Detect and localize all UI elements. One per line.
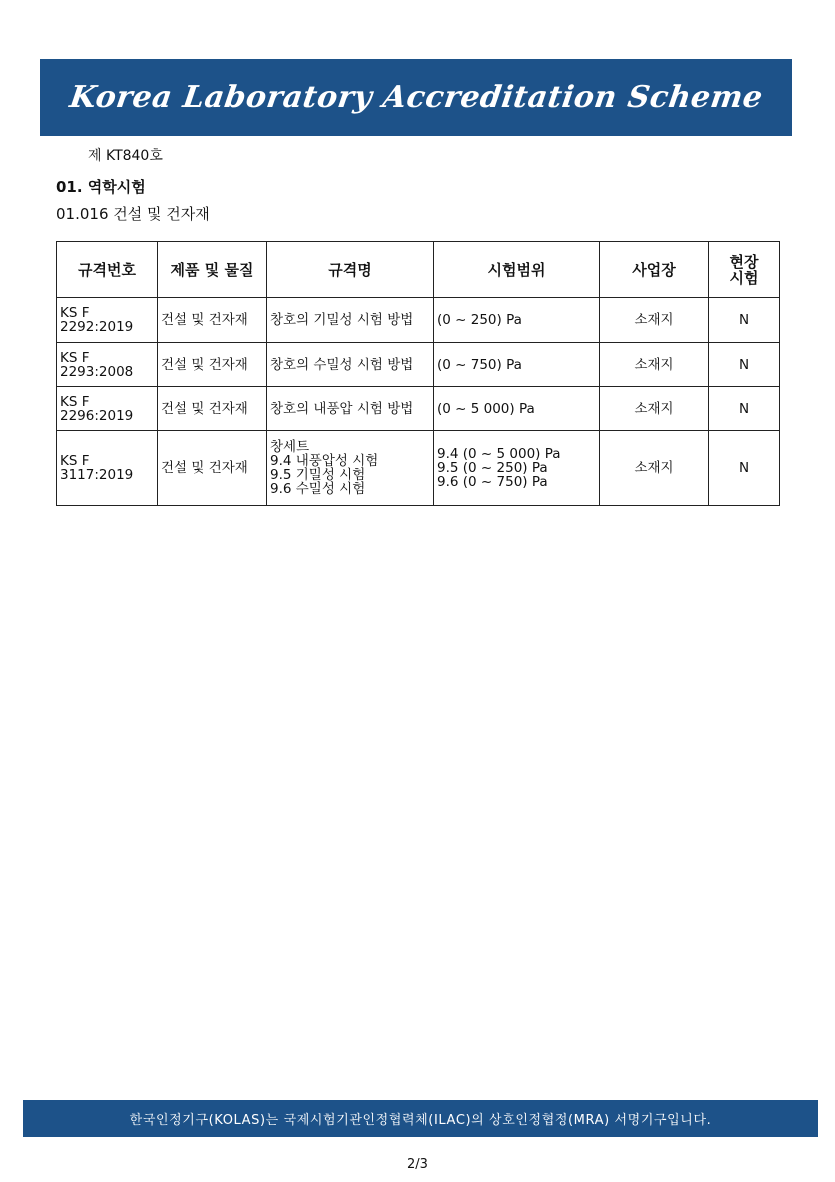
cell-line: 9.6 수밀성 시험 [270, 481, 366, 497]
cell-onsite: N [709, 343, 780, 387]
table-row [57, 431, 780, 506]
cell-line: 2296:2019 [60, 407, 134, 424]
cell-standard-no [57, 431, 158, 506]
table-header-row [57, 242, 780, 298]
footer-banner [23, 1100, 818, 1137]
cell-range: (0 ~ 750) Pa [434, 343, 600, 387]
cell-standard-no [57, 343, 158, 387]
cell-line: 9.5 (0 ~ 250) Pa [437, 460, 548, 476]
cell-site: 소재지 [600, 431, 709, 506]
cell-onsite: N [709, 298, 780, 343]
header-standard-no: 규격번호 [57, 242, 158, 298]
cell-line: 9.4 (0 ~ 5 000) Pa [437, 446, 561, 462]
footer-statement: 한국인정기구(KOLAS)는 국제시험기관인정협력체(ILAC)의 상호인정협정(MRA) 서명기구입니다. [129, 1113, 712, 1128]
header-onsite: 현장 시험 [709, 242, 780, 298]
cell-range: (0 ~ 250) Pa [434, 298, 600, 343]
cell-line: 2292:2019 [60, 319, 134, 335]
cell-line: KS F [60, 453, 90, 469]
cell-line: 창세트 [270, 439, 310, 455]
header-product: 제품 및 물질 [158, 242, 267, 298]
header-banner [40, 59, 792, 136]
cell-site: 소재지 [600, 298, 709, 343]
cell-onsite: N [709, 387, 780, 431]
subsection-title: 01.016 건설 및 건자재 [56, 205, 210, 223]
section-title: 01. 역학시험 [56, 178, 146, 196]
cell-standard-name [267, 431, 434, 506]
cell-standard-name: 창호의 수밀성 시험 방법 [267, 343, 434, 387]
cell-onsite: N [709, 431, 780, 506]
cell-standard-name: 창호의 기밀성 시험 방법 [267, 298, 434, 343]
cell-product: 건설 및 건자재 [158, 387, 267, 431]
cell-line: KS F [60, 305, 90, 321]
cell-site: 소재지 [600, 387, 709, 431]
cell-standard-no [57, 387, 158, 431]
cell-standard-name: 창호의 내풍압 시험 방법 [267, 387, 434, 431]
scope-table [56, 241, 780, 506]
cell-product: 건설 및 건자재 [158, 431, 267, 506]
cell-line: 9.4 내풍압성 시험 [270, 453, 379, 469]
cell-range [434, 431, 600, 506]
page-number: 2/3 [407, 1157, 428, 1172]
header-site: 사업장 [600, 242, 709, 298]
cell-product: 건설 및 건자재 [158, 343, 267, 387]
header-title: Korea Laboratory Accreditation Scheme [67, 80, 765, 115]
certificate-number: 제 KT840호 [88, 148, 163, 164]
cell-product: 건설 및 건자재 [158, 298, 267, 343]
cell-standard-no [57, 298, 158, 343]
header-range: 시험범위 [434, 242, 600, 298]
table-row [57, 387, 780, 431]
header-standard-name: 규격명 [267, 242, 434, 298]
cell-site: 소재지 [600, 343, 709, 387]
cell-line: KS F [60, 393, 90, 410]
cell-line: 9.6 (0 ~ 750) Pa [437, 474, 548, 490]
cell-line: 2293:2008 [60, 363, 134, 380]
cell-range: (0 ~ 5 000) Pa [434, 387, 600, 431]
cell-line: 9.5 기밀성 시험 [270, 467, 366, 483]
cell-line: 3117:2019 [60, 467, 134, 483]
cell-line: KS F [60, 349, 90, 366]
table-row [57, 343, 780, 387]
table-row [57, 298, 780, 343]
